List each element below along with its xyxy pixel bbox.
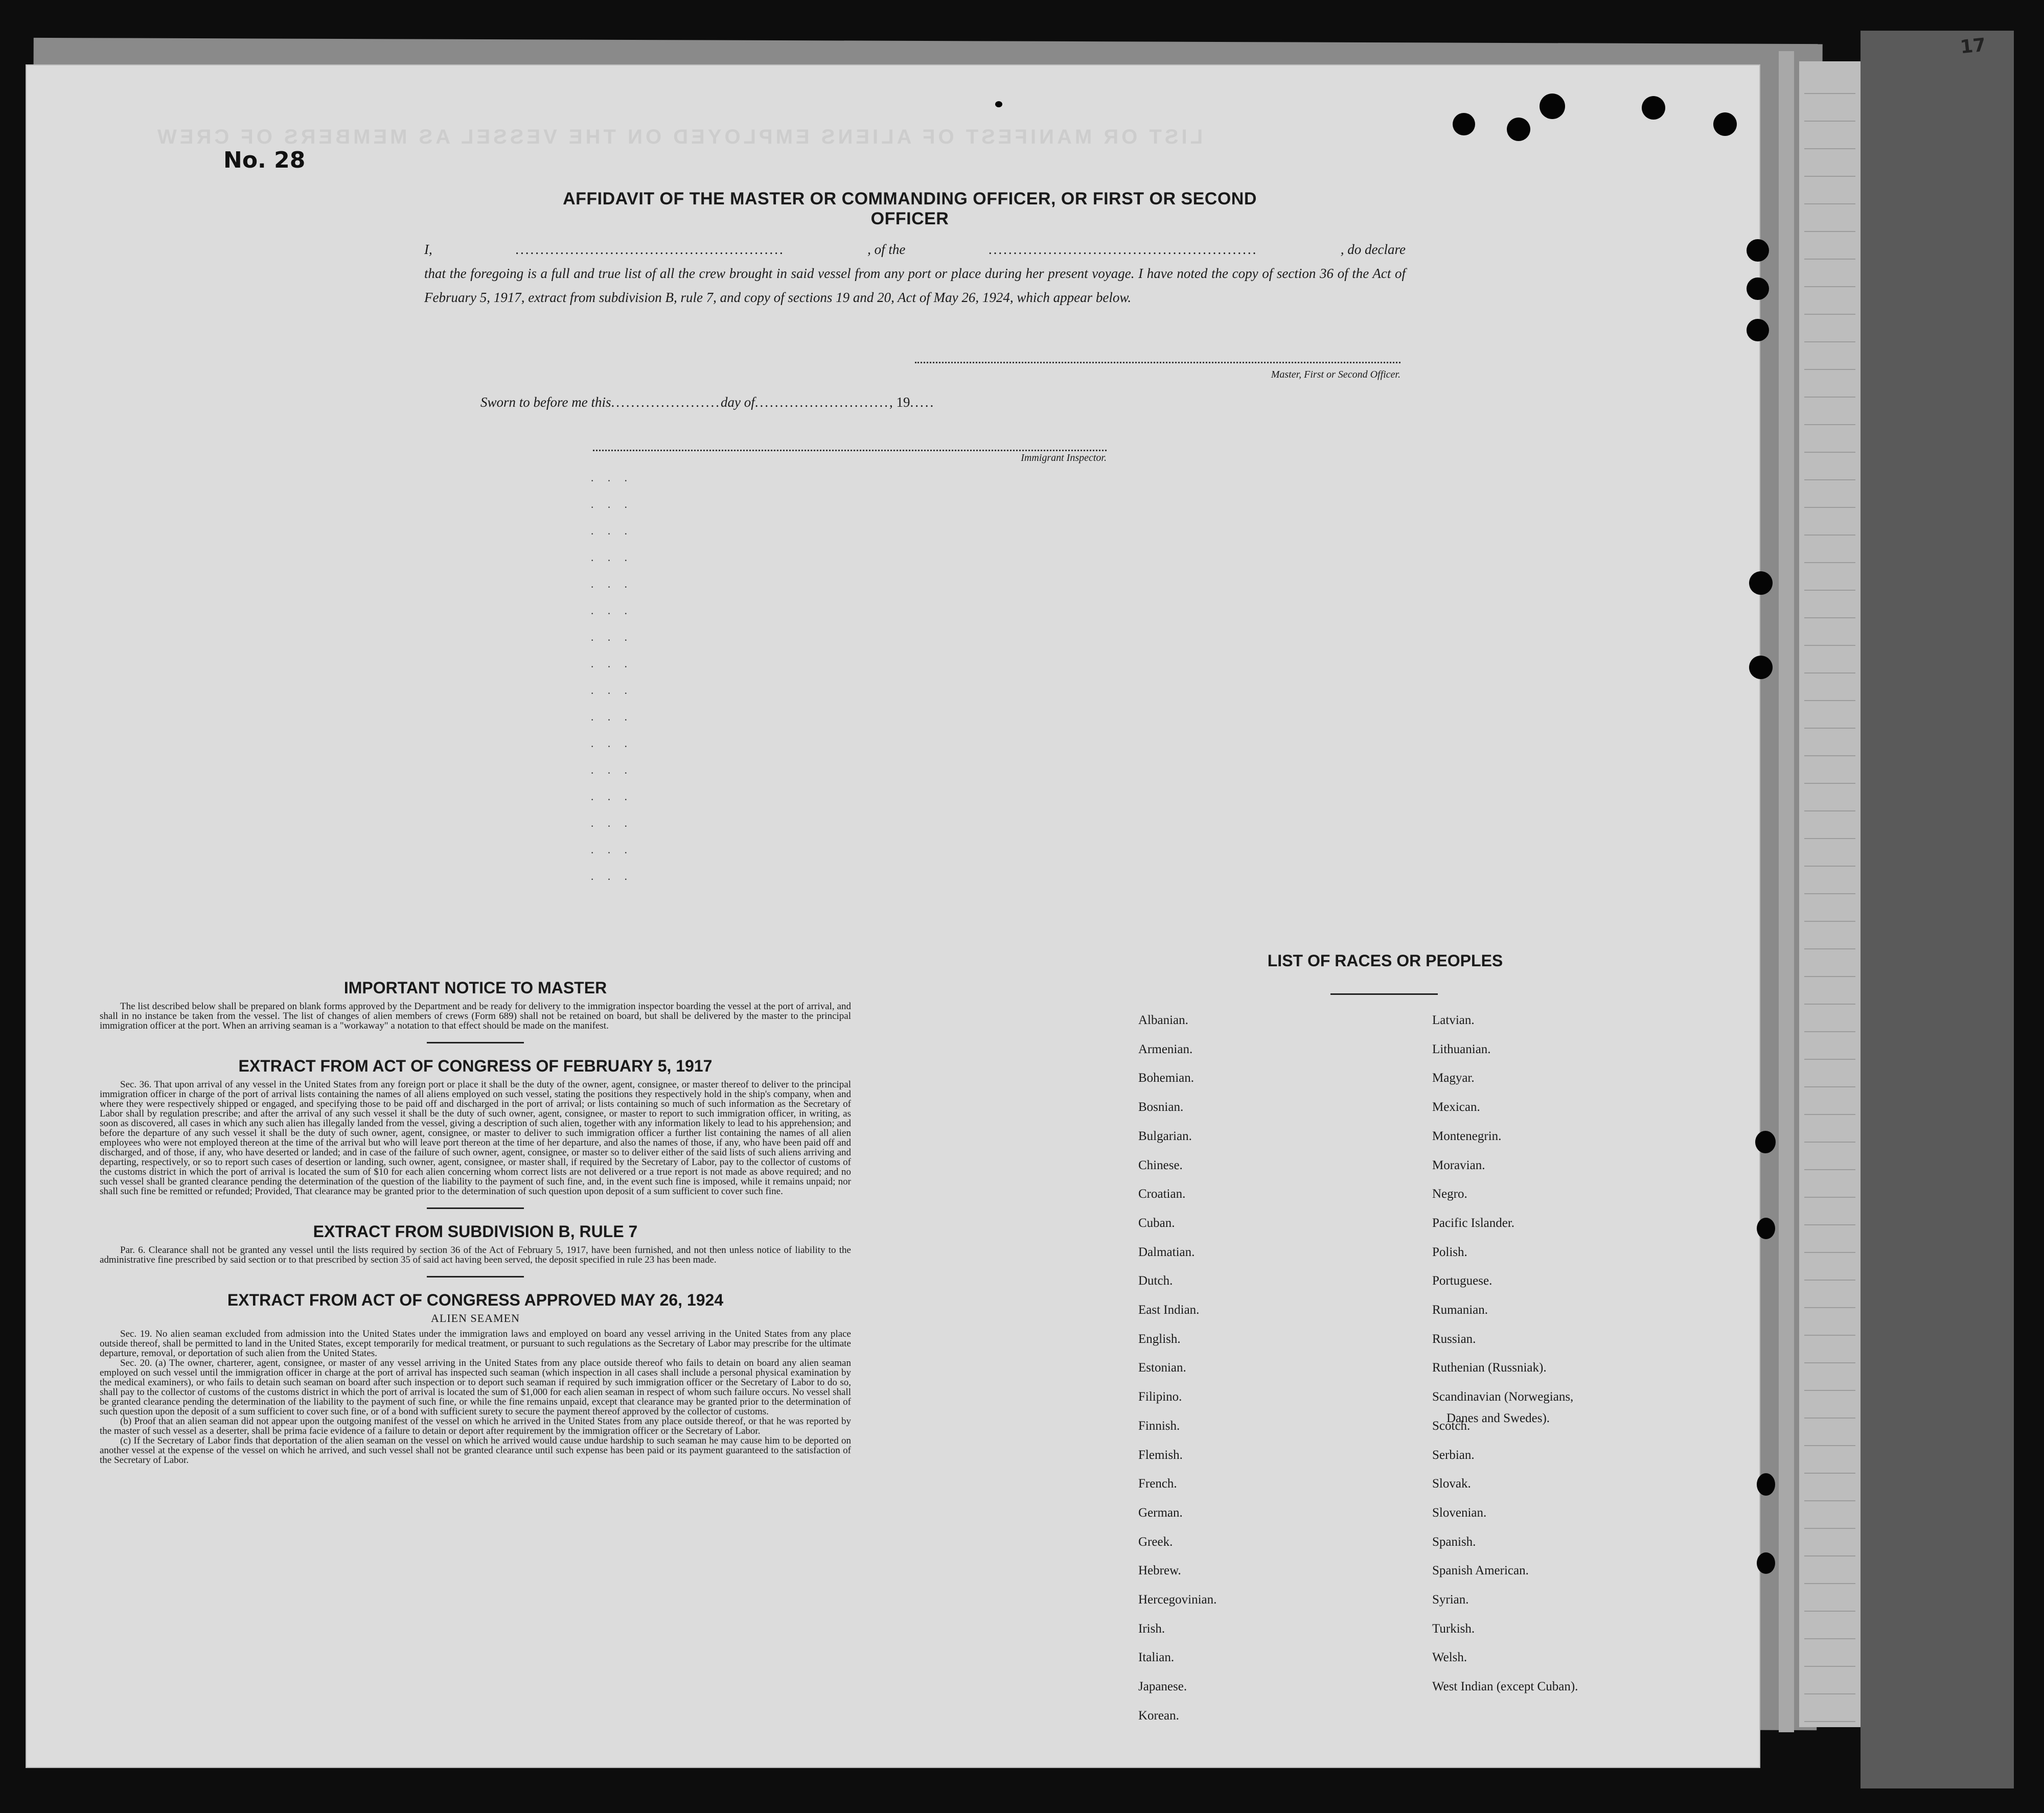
affidavit-text: that the foregoing is a full and true list of all the crew brought in said vessel from any port or place during her present voyage. I have noted the copy of section 36 of the Act of February 5, 1917, extract from subdivision B, rule 7, and copy of sections 19 and 20, Act of May 26, 1924, which appear below. bbox=[424, 266, 1406, 305]
punch-hole bbox=[1747, 319, 1769, 341]
sworn-year: , 19 bbox=[889, 394, 910, 410]
punch-hole bbox=[1757, 1218, 1775, 1239]
punch-hole bbox=[1540, 94, 1565, 119]
race-right-item: Scotch. bbox=[1432, 1419, 1471, 1433]
punch-hole bbox=[1713, 112, 1737, 136]
affidavit-title: AFFIDAVIT OF THE MASTER OR COMMANDING OFFICER, OR FIRST OR SECOND OFFICER bbox=[563, 189, 1257, 228]
race-left-item: Italian. bbox=[1138, 1651, 1175, 1665]
race-right-item: Montenegrin. bbox=[1432, 1129, 1502, 1143]
race-right-item: Ruthenian (Russniak). bbox=[1432, 1361, 1547, 1375]
race-left-item: French. bbox=[1138, 1477, 1177, 1491]
race-right-item: Serbian. bbox=[1432, 1448, 1475, 1462]
race-left-item: Dalmatian. bbox=[1138, 1245, 1195, 1259]
race-right-item: Polish. bbox=[1432, 1245, 1467, 1259]
affidavit-declare: , do declare bbox=[1340, 242, 1406, 257]
races-title-rule bbox=[1330, 993, 1438, 995]
race-right-item: Lithuanian. bbox=[1432, 1042, 1491, 1056]
race-right-item: Pacific Islander. bbox=[1432, 1216, 1515, 1230]
affidavit-body bbox=[424, 238, 1406, 310]
section-divider bbox=[427, 1207, 524, 1209]
manifest-page bbox=[27, 65, 1759, 1767]
sworn-year-blank: ..... bbox=[910, 394, 935, 410]
punch-hole bbox=[1642, 96, 1665, 120]
race-left-item: Bohemian. bbox=[1138, 1071, 1195, 1085]
punch-hole bbox=[1507, 118, 1530, 141]
race-right-item: Slovenian. bbox=[1432, 1505, 1487, 1520]
race-right-item: Russian. bbox=[1432, 1332, 1476, 1346]
sworn-date-blank: ...................... bbox=[611, 394, 721, 410]
extract-1924-title: EXTRACT FROM ACT OF CONGRESS APPROVED MAY 26, 1924 bbox=[227, 1291, 724, 1309]
race-left-item: Japanese. bbox=[1138, 1680, 1187, 1694]
row-dot-markers: · · · · · · · · · · · · · · · · · · · · · · · · · · · · · · · · · · · · · · · · · · · · · · · · bbox=[590, 474, 633, 886]
race-right-item: Portuguese. bbox=[1432, 1274, 1492, 1288]
notice-text: The list described below shall be prepared on blank forms approved by the Department and be ready for delivery to the immigration inspector boarding the vessel at the port of arrival, and shall in no instance be taken from the vessel. The list of changes of alien members of crews (Form 689) shall not be retained on board, but shall be delivered by the master to the principal immigration officer at the port. When an arriving seaman is a "workaway" a notation to that effect should be made on the manifest. bbox=[100, 1001, 851, 1031]
race-left-item: Korean. bbox=[1138, 1708, 1179, 1723]
race-left-item: East Indian. bbox=[1138, 1303, 1200, 1317]
vessel-blank: ...................................................... bbox=[988, 242, 1258, 257]
punch-hole bbox=[1755, 1131, 1776, 1153]
corner-pencil-mark: 17 bbox=[1959, 34, 1987, 58]
race-left-item: Filipino. bbox=[1138, 1390, 1182, 1404]
race-left-item: English. bbox=[1138, 1332, 1181, 1346]
race-right-item: Negro. bbox=[1432, 1187, 1467, 1201]
race-right-item: Turkish. bbox=[1432, 1621, 1475, 1636]
sec-20b-paragraph: (b) Proof that an alien seaman did not appear upon the outgoing manifest of the vessel on which he arrived in the United States from any place outside thereof, or that he was reported by the master of such vessel as a deserter, shall be prima facie evidence of a failure to detain or deport after requirement by the immigration officer or the Secretary of Labor. bbox=[100, 1416, 851, 1436]
inspector-label: Immigrant Inspector. bbox=[1021, 452, 1107, 463]
bleed-through-header: LIST OR MANIFEST OF ALIENS EMPLOYED ON THE VESSEL AS MEMBERS OF CREW bbox=[154, 126, 1203, 148]
extract-1924-text bbox=[100, 1329, 851, 1465]
race-right-item: Welsh. bbox=[1432, 1651, 1467, 1665]
race-left-item: Armenian. bbox=[1138, 1042, 1193, 1056]
race-left-item: Dutch. bbox=[1138, 1274, 1173, 1288]
sworn-day-of: day of bbox=[721, 394, 755, 410]
punch-hole bbox=[995, 101, 1002, 107]
punch-hole bbox=[1453, 113, 1475, 135]
signature-line bbox=[915, 352, 1400, 363]
affidavit-declaration-line bbox=[424, 238, 1406, 262]
races-list-title: LIST OF RACES OR PEOPLES bbox=[1267, 951, 1503, 970]
punch-hole bbox=[1749, 571, 1773, 595]
race-left-item: Croatian. bbox=[1138, 1187, 1186, 1201]
extract-1917-title: EXTRACT FROM ACT OF CONGRESS OF FEBRUARY 5, 1917 bbox=[238, 1057, 713, 1075]
race-left-item: Hercegovinian. bbox=[1138, 1593, 1217, 1607]
race-left-item: Bulgarian. bbox=[1138, 1129, 1192, 1143]
race-right-item: Magyar. bbox=[1432, 1071, 1475, 1085]
race-right-item: Syrian. bbox=[1432, 1593, 1469, 1607]
rule-7-title: EXTRACT FROM SUBDIVISION B, RULE 7 bbox=[313, 1222, 638, 1241]
race-right-item: Latvian. bbox=[1432, 1013, 1475, 1027]
sec-20a-paragraph: Sec. 20. (a) The owner, charterer, agent, consignee, or master of any vessel arriving in the United States from any place outside thereof who fails to detain on board any alien seaman employed on such vessel until the immigration officer in charge at the port of arrival has inspected such seaman (which inspection in all cases shall include a personal physical examination by the medical examiners), or who fails to detain such seaman on board after such inspection or to deport such seaman if required by such immigration officer or the Secretary of Labor to do so, shall pay to the collector of customs of the customs district in which the port of arrival is located the sum of $1,000 for each alien seaman in respect of whom such failure occurs. No vessel shall be granted clearance pending the determination of the liability to the payment of such fine, or while the fine remains unpaid, except that clearance may be granted prior to the determination of such question upon the deposit of a sum sufficient to cover such fine, or of a bond with sufficient surety to secure the payment thereof approved by the collector of customs. bbox=[100, 1358, 851, 1417]
punch-hole bbox=[1747, 239, 1769, 262]
race-right-item: Slovak. bbox=[1432, 1477, 1471, 1491]
sworn-month-blank: ........................... bbox=[754, 394, 889, 410]
sec-20c-paragraph: (c) If the Secretary of Labor finds that deportation of the alien seaman on the vessel on which he arrived would cause undue hardship to such seaman he may cause him to be deported on another vessel at the expense of the vessel on which he arrived, and such vessel shall not be granted clearance until such expense has been paid or its payment guaranteed to the satisfaction of the Secretary of Labor. bbox=[100, 1435, 851, 1466]
section-divider bbox=[427, 1276, 524, 1277]
race-left-item: Albanian. bbox=[1138, 1013, 1188, 1027]
sworn-prefix: Sworn to before me this bbox=[480, 394, 611, 410]
race-right-item: Spanish. bbox=[1432, 1535, 1476, 1549]
race-right-item: Mexican. bbox=[1432, 1100, 1480, 1114]
section-divider bbox=[427, 1042, 524, 1043]
sheet-edge bbox=[1779, 51, 1794, 1732]
punch-hole bbox=[1749, 656, 1773, 679]
punch-hole bbox=[1757, 1552, 1775, 1574]
race-right-item: West Indian (except Cuban). bbox=[1432, 1680, 1578, 1694]
race-left-item: German. bbox=[1138, 1505, 1183, 1520]
affidavit-i: I, bbox=[424, 242, 432, 257]
handwritten-sheet-number: No. 28 bbox=[223, 147, 306, 173]
race-left-item: Hebrew. bbox=[1138, 1564, 1181, 1578]
race-left-item: Greek. bbox=[1138, 1535, 1173, 1549]
name-blank: ...................................................... bbox=[515, 242, 785, 257]
race-left-item: Chinese. bbox=[1138, 1158, 1183, 1172]
sworn-line bbox=[480, 394, 1247, 410]
race-left-item: Finnish. bbox=[1138, 1419, 1180, 1433]
notice-title: IMPORTANT NOTICE TO MASTER bbox=[343, 979, 607, 997]
underlying-ruling bbox=[1804, 66, 1855, 1722]
race-left-item: Irish. bbox=[1138, 1621, 1165, 1636]
punch-hole bbox=[1757, 1473, 1775, 1496]
race-right-item: Rumanian. bbox=[1432, 1303, 1488, 1317]
race-right-item: Moravian. bbox=[1432, 1158, 1485, 1172]
race-left-item: Cuban. bbox=[1138, 1216, 1175, 1230]
underlying-binder-edge bbox=[1861, 31, 2014, 1788]
race-right-item: Spanish American. bbox=[1432, 1564, 1529, 1578]
affidavit-of: , of the bbox=[867, 242, 906, 257]
race-right-item: Scandinavian (Norwegians, bbox=[1432, 1390, 1574, 1404]
legal-notices bbox=[100, 979, 851, 1465]
inspector-signature-line bbox=[593, 439, 1107, 451]
race-left-item: Flemish. bbox=[1138, 1448, 1183, 1462]
race-left-item: Estonian. bbox=[1138, 1361, 1186, 1375]
punch-hole bbox=[1747, 277, 1769, 300]
sec-19-paragraph: Sec. 19. No alien seaman excluded from admission into the United States under the immigration laws and employed on board any vessel arriving in the United States from any place outside thereof, shall be permitted to land in the United States, except temporarily for medical treatment, or pursuant to such regulations as the Secretary of Labor may prescribe for the ultimate departure, removal, or deportation of such alien from the United States. bbox=[100, 1329, 851, 1359]
alien-seamen-subtitle: ALIEN SEAMEN bbox=[431, 1312, 520, 1324]
race-left-item: Bosnian. bbox=[1138, 1100, 1184, 1114]
rule-7-text: Par. 6. Clearance shall not be granted any vessel until the lists required by section 36 of the Act of February 5, 1917, have been furnished, and not then unless notice of liability to the administrative fine prescribed by said section or to that prescribed by section 35 of said act having been served, the deposit specified in rule 23 has been made. bbox=[100, 1245, 851, 1265]
extract-1917-text: Sec. 36. That upon arrival of any vessel in the United States from any foreign port or place it shall be the duty of the owner, agent, consignee, or master thereof to deliver to the principal immigration officer in charge of the port of arrival lists containing the names of all aliens employed on such vessel, stating the positions they respectively hold in the ship's company, when and where they were respectively shipped or engaged, and specifying those to be paid off and discharged in the port of arrival; or lists containing so much of such information as the Secretary of Labor shall by regulation prescribe; and after the arrival of any such vessel it shall be the duty of such owner, agent, consignee, or master to report to such immigration officer, in writing, as soon as discovered, all cases in which any such alien has illegally landed from the vessel, giving a description of such alien, together with any information likely to lead to his apprehension; and before the departure of any such vessel it shall be the duty of such owner, agent, consignee, or master to deliver to such immigration officer a further list containing the names of all alien employees who were not employed thereon at the time of the arrival but who will leave port thereon at the time of her departure, and also the names of those, if any, who have been paid off and discharged, and of those, if any, who have deserted or landed; and in case of the failure of such owner, agent, consignee, or master so to deliver either of the said lists of such aliens arriving and departing, respectively, or so to report such cases of desertion or landing, such owner, agent, consignee, or master shall, if required by the Secretary of Labor, pay to the collector of customs of the customs district in which the port of arrival is located the sum of $10 for each alien concerning whom correct lists are not delivered or a true report is not made as above required; and no such vessel shall be granted clearance pending the determination of the question of the liability to the payment of such fine, and, in the event such fine is imposed, while it remains unpaid; nor shall such fine be remitted or refunded; Provided, That clearance may be granted prior to the determination of such question upon deposit of a sum sufficient to cover such fine. bbox=[100, 1079, 851, 1197]
signature-label: Master, First or Second Officer. bbox=[1271, 369, 1400, 380]
race-right-item: Danes and Swedes). bbox=[1446, 1411, 1550, 1426]
